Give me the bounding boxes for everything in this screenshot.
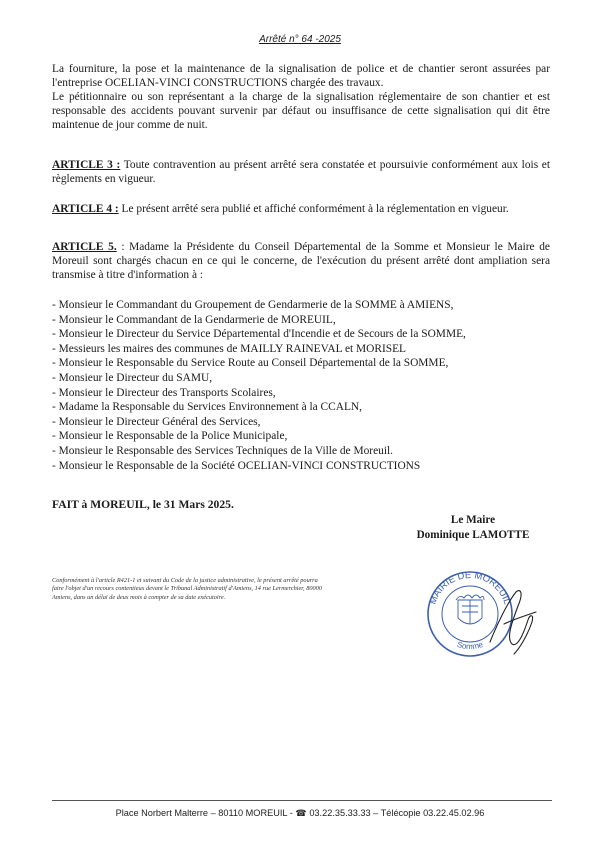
list-item: - Monsieur le Responsable de la Police Municipale, xyxy=(52,430,288,443)
article-3-label: ARTICLE 3 : xyxy=(52,159,121,171)
list-item: - Monsieur le Directeur Général des Services, xyxy=(52,415,261,428)
article-3 xyxy=(52,158,550,186)
article-4-label: ARTICLE 4 : xyxy=(52,203,119,215)
signature-block xyxy=(408,513,538,543)
list-item: - Monsieur le Commandant de la Gendarmerie de MOREUIL, xyxy=(52,313,336,326)
list-item: - Monsieur le Commandant du Groupement de Gendarmerie de la SOMME à AMIENS, xyxy=(52,299,454,311)
decree-number: Arrêté n° 64 -2025 xyxy=(259,34,341,45)
list-item: - Monsieur le Responsable de la Société OCELIAN-VINCI CONSTRUCTIONS xyxy=(52,459,421,472)
list-item: - Monsieur le Responsable du Service Route au Conseil Départemental de la SOMME, xyxy=(52,357,449,370)
footer-address: Place Norbert Malterre – 80110 MOREUIL - ☎ 03.22.35.33.33 – Télécopie 03.22.45.02.96 xyxy=(115,808,485,818)
article-5 xyxy=(52,240,550,282)
article-3-text: Toute contravention au présent arrêté sera constatée et poursuivie conformément aux lois et règlements en vigueur. xyxy=(52,159,551,185)
list-item: - Monsieur le Responsable des Services Techniques de la Ville de Moreuil. xyxy=(52,444,393,457)
stamp-bottom-text: Somme xyxy=(455,639,485,652)
intro-paragraph-1: La fourniture, la pose et la maintenance de la signalisation de police et de chantier seront assurées par l'entreprise OCELIAN-VINCI CONSTRUCTIONS chargée des travaux. xyxy=(52,63,550,89)
article-5-label: ARTICLE 5. xyxy=(52,241,117,253)
signing-place-date: FAIT à MOREUIL, le 31 Mars 2025. xyxy=(52,498,234,511)
article-4-text: Le présent arrêté sera publié et affiché conformément à la réglementation en vigueur. xyxy=(118,203,509,215)
signer-title: Le Maire xyxy=(450,514,496,526)
coat-of-arms-icon xyxy=(456,595,484,624)
distribution-list xyxy=(52,298,552,473)
legal-notice: Conformément à l'article R421-1 et suivant du Code de la justice administrative, le présent arrêté pourra faire l'objet d'un recours contentieux devant le Tribunal Administratif d'Amiens, 14 rue Lermerchier, 80000 Amiens, dans un délai de deux mois à compter de sa date exécutoire. xyxy=(52,577,322,601)
list-item: - Monsieur le Directeur des Transports Scolaires, xyxy=(52,386,276,399)
footer-divider xyxy=(52,800,552,801)
list-item: - Messieurs les maires des communes de MAILLY RAINEVAL et MORISEL xyxy=(52,342,407,355)
signer-name: Dominique LAMOTTE xyxy=(416,529,530,541)
stamp-text: MAIRIE DE MOREUIL xyxy=(427,569,513,606)
official-stamp xyxy=(420,562,540,662)
article-5-text: : Madame la Présidente du Conseil Départemental de la Somme et Monsieur le Maire de Moreuil sont chargés chacun en ce qui le concerne, de l'exécution du présent arrêté dont ampliation sera transmise à titre d'information à : xyxy=(52,241,550,281)
list-item: - Madame la Responsable du Services Environnement à la CCALN, xyxy=(52,401,362,414)
list-item: - Monsieur le Directeur du Service Départemental d'Incendie et de Secours de la SOMME, xyxy=(52,328,466,341)
article-4 xyxy=(52,202,550,216)
list-item: - Monsieur le Directeur du SAMU, xyxy=(52,371,213,384)
intro-paragraph-2: Le pétitionnaire ou son représentant a la charge de la signalisation réglementaire de son chantier et est responsable des accidents pouvant survenir par défaut ou insuffisance de cette signalisation qui dit être maintenue de jour comme de nuit. xyxy=(52,91,550,131)
